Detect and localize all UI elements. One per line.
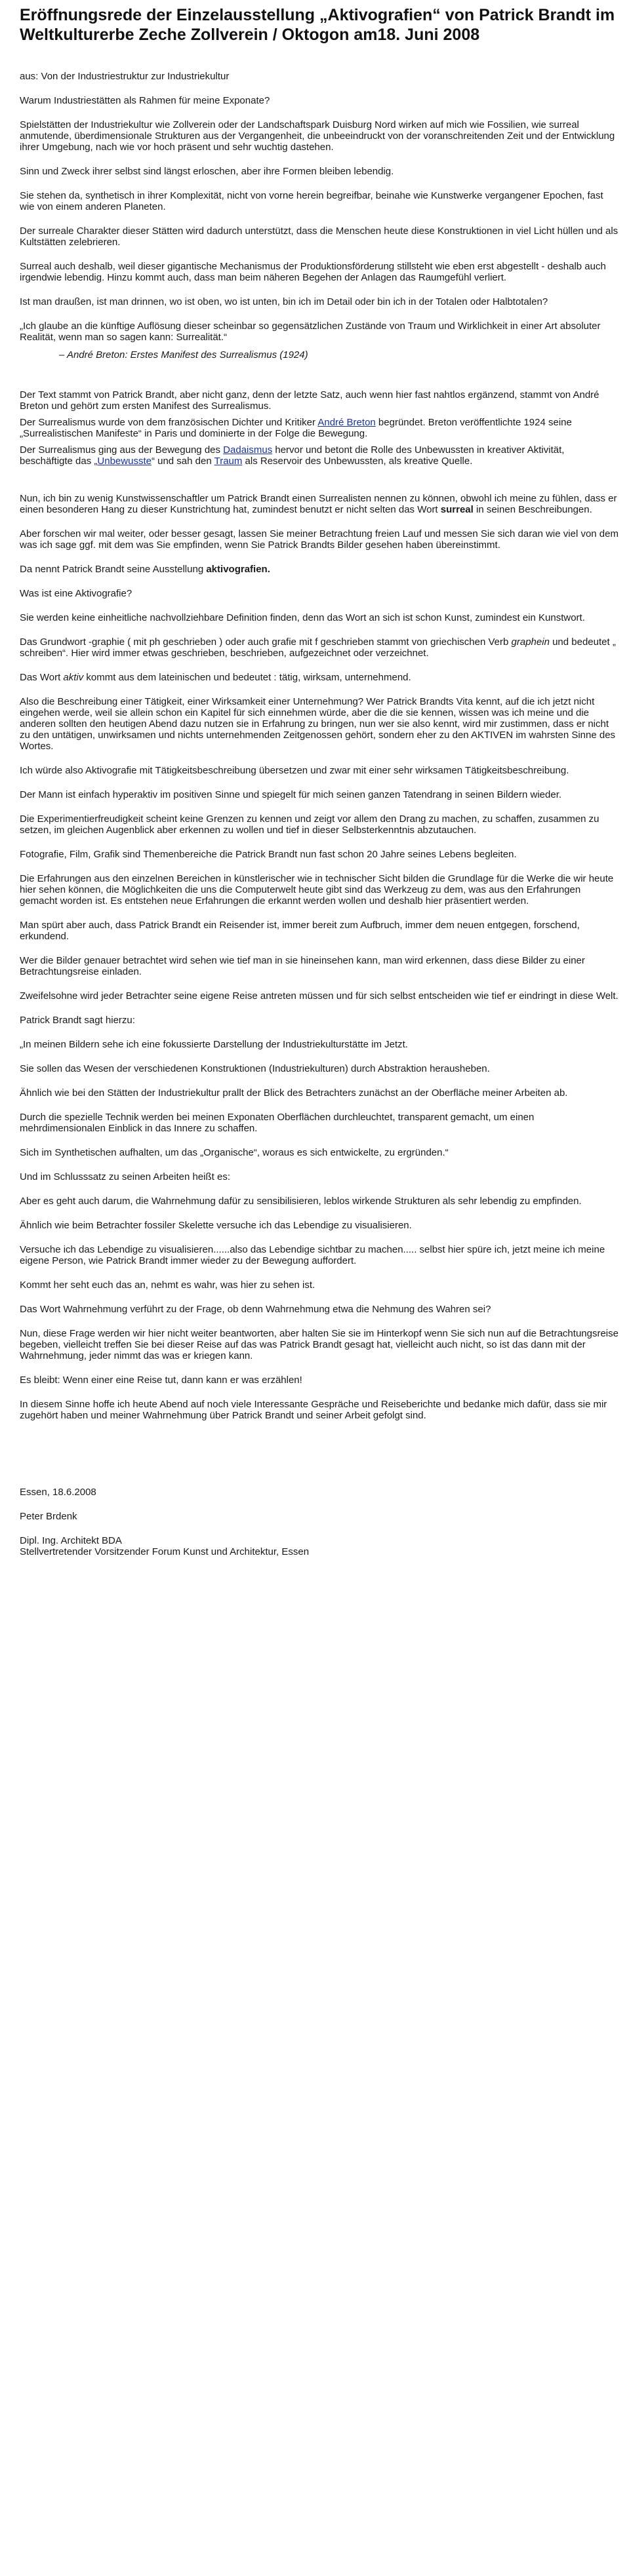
- paragraph: Sie stehen da, synthetisch in ihrer Komplexität, nicht von vorne herein begreifbar, beinahe wie Kunstwerke vergangener Epochen, fast wie von einem anderen Planeten.: [20, 190, 603, 212]
- text-span: in seinen Beschreibungen.: [473, 504, 592, 515]
- paragraph: Das Wort Wahrnehmung verführt zu der Frage, ob denn Wahrnehmung etwa die Nehmung des Wahren sei?: [20, 1304, 491, 1315]
- page-title: Eröffnungsrede der Einzelausstellung „Aktivografien“ von Patrick Brandt im Weltkulturerbe Zeche Zollverein / Oktogon am18. Juni 2008: [20, 6, 615, 44]
- paragraph: Der Mann ist einfach hyperaktiv im positiven Sinne und spiegelt für mich seinen ganzen Tatendrang in seinen Bildern wieder.: [20, 789, 562, 800]
- text-span: hervor und betont die Rolle des Unbewussten in kreativer Aktivität, beschäftigte das „: [20, 444, 565, 467]
- text-span: Da nennt Patrick Brandt seine Ausstellung: [20, 564, 207, 575]
- text-span: begründet. Breton veröffentlichte 1924 seine „Surrealistischen Manifeste“ in Paris und dominierte in der Folge die Bewegung.: [20, 417, 572, 439]
- traum-link[interactable]: Traum: [214, 456, 243, 467]
- text-span: kommt aus dem lateinischen und bedeutet : tätig, wirksam, unternehmend.: [83, 672, 411, 683]
- signature-title: [20, 1535, 619, 1557]
- paragraph: Nun, diese Frage werden wir hier nicht weiter beantworten, aber halten Sie sie im Hinterkopf wenn Sie sich nun auf die Betrachtungsreise begeben, vielleicht treffen Sie bei dieser Reise auf das was Patrick Brandt gesagt hat, vielleicht auch nicht, so ist das dann mit der Wahrnehmung, jeder nimmt das was er kriegen kann.: [20, 1328, 619, 1361]
- text-span: “ und sah den: [151, 456, 214, 467]
- paragraph: [20, 672, 619, 683]
- text-span: Das Wort: [20, 672, 64, 683]
- text-span: Der Surrealismus wurde von dem französischen Dichter und Kritiker: [20, 417, 318, 428]
- unbewusste-link[interactable]: Unbewusste: [97, 456, 152, 467]
- paragraph: Spielstätten der Industriekultur wie Zollverein oder der Landschaftspark Duisburg Nord wirken auf mich wie Fossilien, wie surreal anmutende, überdimensionale Strukturen aus der Vergangenheit, die unbeeindruckt von der voranschreitenden Zeit und der Entwicklung ihrer Umgebung, nach wie vor hoch präsent und sehr wuchtig dastehen.: [20, 119, 615, 153]
- paragraph: Wer die Bilder genauer betrachtet wird sehen wie tief man in sie hineinsehen kann, man wird erkennen, dass diese Bilder zu einer Betrachtungsreise einladen.: [20, 955, 585, 977]
- text-span: Der Surrealismus ging aus der Bewegung des: [20, 444, 224, 456]
- breton-quote: „Ich glaube an die künftige Auflösung dieser scheinbar so gegensätzlichen Zustände von Traum und Wirklichkeit in einer Art absoluter Realität, wenn man so sagen kann: Surrealität.“: [20, 321, 601, 343]
- paragraph: In diesem Sinne hoffe ich heute Abend auf noch viele Interessante Gespräche und Reiseberichte und bedanke mich dafür, dass sie mir zugehört haben und meiner Wahrnehmung über Patrick Brandt und seiner Arbeit gefolgt sind.: [20, 1399, 607, 1421]
- signature-name: Peter Brdenk: [20, 1511, 77, 1522]
- bold-term: surreal: [440, 504, 474, 515]
- paragraph: Fotografie, Film, Grafik sind Themenbereiche die Patrick Brandt nun fast schon 20 Jahre seines Lebens begleiten.: [20, 849, 517, 860]
- brandt-quote: Durch die spezielle Technik werden bei meinen Exponaten Oberflächen durchleuchtet, transparent gemacht, um einen mehrdimensionalen Einblick in das Innere zu schaffen.: [20, 1112, 535, 1134]
- text-span: Nun, ich bin zu wenig Kunstwissenschaftler um Patrick Brandt einen Surrealisten nennen zu können, obwohl ich meine zu fühlen, dass er einen besonderen Hang zu dieser Kunstrichtung hat, zumindest benutzt er nicht selten das Wort: [20, 493, 617, 515]
- brandt-quote: Aber es geht auch darum, die Wahrnehmung dafür zu sensibilisieren, leblos wirkende Strukturen als sehr lebendig zu empfinden.: [20, 1196, 582, 1207]
- paragraph: Man spürt aber auch, dass Patrick Brandt ein Reisender ist, immer bereit zum Aufbruch, immer dem neuen entgegen, forschend, erkundend.: [20, 920, 580, 942]
- paragraph: Die Erfahrungen aus den einzelnen Bereichen in künstlerischer wie in technischer Sicht bilden die Grundlage für die Werke die wir heute hier sehen können, die Möglichkeiten die uns die Computerwelt heute gibt sind das Werkzeug zu dem, was aus den Erfahrungen gemacht worden ist. Es entstehen neue Erfahrungen die erkannt werden wollen und deshalb hier präsentiert werden.: [20, 873, 614, 907]
- paragraph: Der Text stammt von Patrick Brandt, aber nicht ganz, denn der letzte Satz, auch wenn hier fast nahtlos ergänzend, stammt von André Breton und gehört zum ersten Manifest des Surrealismus.: [20, 389, 599, 412]
- signature-degree: Dipl. Ing. Architekt BDA: [20, 1535, 122, 1546]
- quote-citation: – André Breton: Erstes Manifest des Surrealismus (1924): [59, 349, 308, 361]
- brandt-quote: Sie sollen das Wesen der verschiedenen Konstruktionen (Industriekulturen) durch Abstraktion herausheben.: [20, 1063, 490, 1074]
- brandt-quote: Sich im Synthetischen aufhalten, um das „Organische“, woraus es sich entwickelte, zu ergründen.“: [20, 1147, 449, 1158]
- bold-term: aktivografien.: [206, 564, 270, 575]
- paragraph: Ist man draußen, ist man drinnen, wo ist oben, wo ist unten, bin ich im Detail oder bin ich in der Totalen oder Halbtotalen?: [20, 296, 548, 307]
- paragraph: Sinn und Zweck ihrer selbst sind längst erloschen, aber ihre Formen bleiben lebendig.: [20, 166, 394, 177]
- text-span: Das Grundwort -graphie ( mit ph geschrieben ) oder auch grafie mit f geschrieben stammt von griechischen Verb: [20, 636, 512, 648]
- intro-source: aus: Von der Industriestruktur zur Industriekultur: [20, 71, 230, 82]
- brandt-quote: „In meinen Bildern sehe ich eine fokussierte Darstellung der Industriekulturstätte im Jetzt.: [20, 1039, 408, 1050]
- signature-role: Stellvertretender Vorsitzender Forum Kunst und Architektur, Essen: [20, 1546, 310, 1557]
- paragraph: Zweifelsohne wird jeder Betrachter seine eigene Reise antreten müssen und für sich selbst entscheiden wie tief er eindringt in diese Welt.: [20, 990, 619, 1002]
- paragraph: Patrick Brandt sagt hierzu:: [20, 1015, 135, 1026]
- paragraph: [20, 444, 619, 467]
- brandt-quote: Ähnlich wie beim Betrachter fossiler Skelette versuche ich das Lebendige zu visualisieren.: [20, 1220, 412, 1231]
- text-span: als Reservoir des Unbewussten, als kreative Quelle.: [242, 456, 473, 467]
- text-span: und bedeutet „ schreiben“. Hier wird immer etwas geschrieben, beschrieben, aufgezeichnet oder verzeichnet.: [20, 636, 616, 659]
- paragraph: Surreal auch deshalb, weil dieser gigantische Mechanismus der Produktionsförderung stillsteht wie eben erst abgestellt - deshalb auch irgendwie lebendig. Hinzu kommt auch, dass man beim näheren Begehen der Anlagen das Raumgefühl verliert.: [20, 261, 606, 283]
- paragraph: [20, 417, 619, 439]
- paragraph: Der surreale Charakter dieser Stätten wird dadurch unterstützt, dass die Menschen heute diese Konstruktionen in viel Licht hüllen und als Kultstätten zelebrieren.: [20, 225, 619, 248]
- paragraph: Versuche ich das Lebendige zu visualisieren......also das Lebendige sichtbar zu machen..... selbst hier spüre ich, jetzt meine ich meine eigene Person, wie Patrick Brandt immer wieder zu der Bewegung auffordert.: [20, 1244, 605, 1266]
- paragraph: Sie werden keine einheitliche nachvollziehbare Definition finden, denn das Wort an sich ist schon Kunst, zumindest ein Kunstwort.: [20, 612, 585, 623]
- paragraph: Also die Beschreibung einer Tätigkeit, einer Wirksamkeit einer Unternehmung? Wer Patrick Brandts Vita kennt, auf die ich jetzt nicht eingehen werde, weil sie allein schon ein Kapitel für sich einnehmen würde, aber die die sie kennen, wissen was ich meine und die anderen sollten den heutigen Abend dazu nutzen sie in Erfahrung zu bringen, nun wer sie also kennt, wird mir zustimmen, dass er nicht zu den untätigen, unwirksamen und nichts unternehmenden Zeitgenossen gehört, sondern eher zu den AKTIVEN im wahrsten Sinne des Wortes.: [20, 696, 616, 752]
- paragraph: Und im Schlusssatz zu seinen Arbeiten heißt es:: [20, 1171, 230, 1182]
- signature-place-date: Essen, 18.6.2008: [20, 1487, 96, 1498]
- intro-question: Warum Industriestätten als Rahmen für meine Exponate?: [20, 95, 270, 106]
- italic-term: graphein: [511, 636, 550, 648]
- paragraph: [20, 564, 619, 575]
- dadaismus-link[interactable]: Dadaismus: [223, 444, 273, 456]
- paragraph: [20, 493, 619, 515]
- paragraph: [20, 636, 619, 659]
- paragraph: Es bleibt: Wenn einer eine Reise tut, dann kann er was erzählen!: [20, 1375, 302, 1386]
- paragraph: Ich würde also Aktivografie mit Tätigkeitsbeschreibung übersetzen und zwar mit einer sehr wirksamen Tätigkeitsbeschreibung.: [20, 765, 569, 776]
- italic-term: aktiv: [63, 672, 84, 683]
- paragraph: Aber forschen wir mal weiter, oder besser gesagt, lassen Sie meiner Betrachtung freien Lauf und messen Sie sich daran wie viel von dem was ich sage ggf. mit dem was Sie empfinden, wenn Sie Patrick Brandts Bilder gesehen haben übereinstimmt.: [20, 528, 619, 551]
- paragraph: Kommt her seht euch das an, nehmt es wahr, was hier zu sehen ist.: [20, 1279, 315, 1291]
- brandt-quote: Ähnlich wie bei den Stätten der Industriekultur prallt der Blick des Betrachters zunächst an der Oberfläche meiner Arbeiten ab.: [20, 1087, 568, 1099]
- andre-breton-link[interactable]: André Breton: [317, 417, 376, 428]
- paragraph: Die Experimentierfreudigkeit scheint keine Grenzen zu kennen und zeigt vor allem den Drang zu machen, zu schaffen, zusammen zu setzen, im gleichen Augenblick aber erkennen zu wollen und tief in dieser Selbsterkenntnis abzutauchen.: [20, 813, 599, 836]
- paragraph: Was ist eine Aktivografie?: [20, 588, 132, 599]
